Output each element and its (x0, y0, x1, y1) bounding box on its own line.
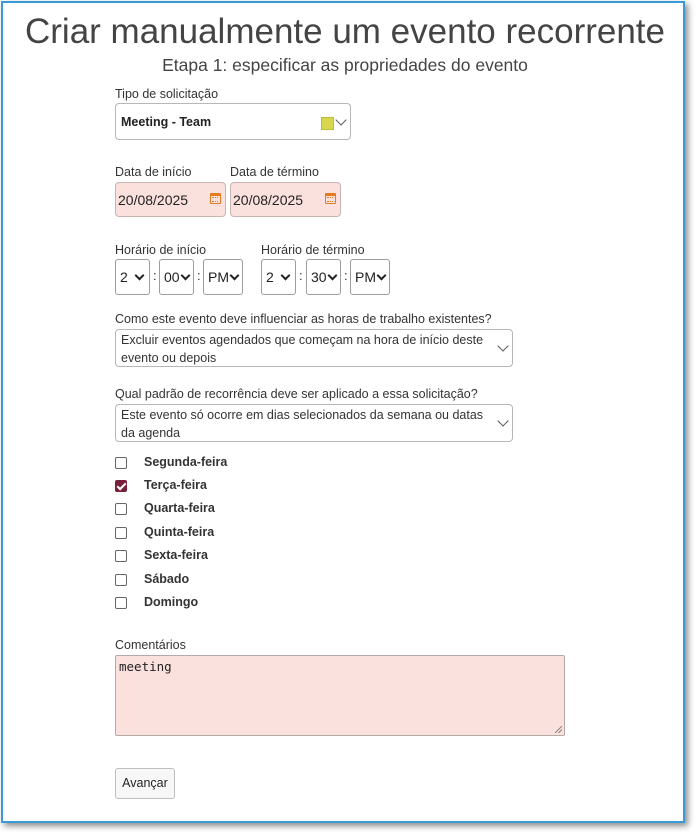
end-hour-value: 2 (266, 269, 274, 285)
recurrence-select[interactable] (115, 404, 513, 442)
chevron-down-icon (181, 271, 191, 281)
day-label-monday: Segunda-feira (144, 455, 228, 469)
chevron-down-icon (281, 271, 291, 281)
request-type-value: Meeting - Team (121, 115, 212, 129)
page-title: Criar manualmente um evento recorrente (24, 12, 665, 51)
request-type-label: Tipo de solicitação (115, 87, 219, 101)
day-label-wednesday: Quarta-feira (144, 501, 215, 515)
end-minute-value: 30 (311, 269, 327, 285)
checkbox-wednesday[interactable] (115, 503, 127, 515)
end-ampm-value: PM (355, 269, 376, 285)
chevron-down-icon (230, 271, 240, 281)
chevron-down-icon (328, 271, 338, 281)
end-time-label: Horário de término (261, 243, 365, 257)
start-date-label: Data de início (115, 165, 192, 179)
start-ampm-value: PM (208, 269, 229, 285)
end-ampm-select[interactable] (350, 259, 390, 295)
end-date-field[interactable] (230, 182, 341, 217)
checkbox-saturday[interactable] (115, 574, 127, 586)
comments-value: meeting (119, 659, 172, 674)
time-separator: : (344, 268, 348, 283)
influence-select[interactable] (115, 329, 513, 367)
start-minute-value: 00 (164, 269, 180, 285)
start-ampm-select[interactable] (203, 259, 243, 295)
checkbox-tuesday[interactable] (115, 480, 127, 492)
recurrence-label: Qual padrão de recorrência deve ser aplicado a essa solicitação? (115, 387, 478, 401)
start-date-field[interactable] (115, 182, 226, 217)
calendar-icon[interactable] (210, 193, 221, 204)
day-label-thursday: Quinta-feira (144, 525, 215, 539)
recurrence-value: Este evento só ocorre em dias selecionados da semana ou datas da agenda (121, 408, 484, 440)
comments-label: Comentários (115, 638, 186, 652)
end-hour-select[interactable] (261, 259, 296, 295)
start-date-value: 20/08/2025 (118, 192, 189, 208)
day-label-sunday: Domingo (144, 595, 199, 609)
chevron-down-icon (497, 415, 508, 426)
start-hour-select[interactable] (115, 259, 150, 295)
start-minute-select[interactable] (159, 259, 194, 295)
day-label-saturday: Sábado (144, 572, 190, 586)
end-date-label: Data de término (230, 165, 319, 179)
start-hour-value: 2 (120, 269, 128, 285)
end-minute-select[interactable] (306, 259, 341, 295)
page-subtitle: Etapa 1: especificar as propriedades do evento (162, 55, 528, 75)
checkbox-friday[interactable] (115, 550, 127, 562)
chevron-down-icon (335, 114, 346, 125)
resize-grip-icon[interactable] (555, 726, 562, 733)
chevron-down-icon (135, 271, 145, 281)
day-label-friday: Sexta-feira (144, 548, 208, 562)
time-separator: : (153, 268, 157, 283)
chevron-down-icon (497, 340, 508, 351)
color-swatch-icon (321, 117, 334, 130)
request-type-select[interactable] (115, 103, 351, 140)
chevron-down-icon (377, 271, 387, 281)
time-separator: : (299, 268, 303, 283)
start-time-label: Horário de início (115, 243, 207, 257)
time-separator: : (197, 268, 201, 283)
comments-textarea[interactable] (115, 655, 565, 736)
day-label-tuesday: Terça-feira (144, 478, 207, 492)
end-date-value: 20/08/2025 (233, 192, 304, 208)
checkbox-thursday[interactable] (115, 527, 127, 539)
influence-label: Como este evento deve influenciar as horas de trabalho existentes? (115, 312, 492, 326)
calendar-icon[interactable] (325, 193, 336, 204)
checkbox-monday[interactable] (115, 457, 127, 469)
influence-value: Excluir eventos agendados que começam na hora de início deste evento ou depois (121, 333, 484, 365)
checkbox-sunday[interactable] (115, 597, 127, 609)
next-button[interactable]: Avançar (115, 768, 175, 799)
